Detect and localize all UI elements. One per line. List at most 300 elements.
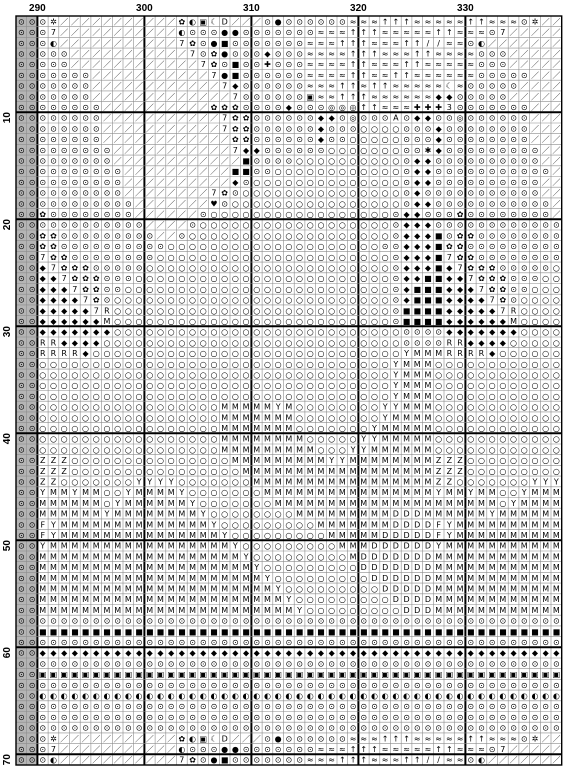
margin-symbol: ⊙ xyxy=(18,189,25,198)
pattern-symbol: ○ xyxy=(221,274,228,283)
pattern-symbol: ⊙ xyxy=(296,82,303,91)
pattern-symbol: ◆ xyxy=(468,306,475,315)
pattern-symbol: ／ xyxy=(124,756,132,765)
pattern-symbol: ⊙ xyxy=(457,103,464,112)
pattern-symbol: M xyxy=(499,510,506,519)
pattern-symbol: ○ xyxy=(136,403,143,412)
pattern-symbol: ⊙ xyxy=(542,724,549,733)
pattern-symbol: M xyxy=(499,542,506,551)
pattern-symbol: ○ xyxy=(285,210,292,219)
pattern-symbol: ／ xyxy=(156,210,164,219)
pattern-symbol: ／ xyxy=(552,49,560,58)
pattern-symbol: ▣ xyxy=(306,670,314,679)
pattern-symbol: ⊙ xyxy=(243,178,250,187)
pattern-symbol: ⊙ xyxy=(50,146,57,155)
pattern-symbol: ≈ xyxy=(457,49,464,58)
margin-symbol: ⊙ xyxy=(29,510,36,519)
pattern-symbol: ○ xyxy=(499,499,506,508)
pattern-symbol: ○ xyxy=(317,167,324,176)
pattern-symbol: ○ xyxy=(531,296,538,305)
pattern-symbol: ⊙ xyxy=(382,659,389,668)
pattern-symbol: ≈ xyxy=(457,39,464,48)
pattern-symbol: M xyxy=(178,499,185,508)
pattern-symbol: ✲ xyxy=(50,17,57,26)
pattern-symbol: ⊙ xyxy=(114,167,121,176)
pattern-symbol: ⊙ xyxy=(510,124,517,133)
pattern-symbol: ⊙ xyxy=(296,92,303,101)
margin-symbol: ⊙ xyxy=(18,456,25,465)
pattern-symbol: ⊙ xyxy=(339,638,346,647)
pattern-symbol: ○ xyxy=(210,424,217,433)
pattern-symbol: M xyxy=(478,520,485,529)
pattern-symbol: ⊙ xyxy=(296,135,303,144)
pattern-symbol: ≈ xyxy=(414,92,421,101)
pattern-symbol: M xyxy=(39,499,46,508)
pattern-symbol: ／ xyxy=(103,28,111,37)
pattern-symbol: ⊙ xyxy=(253,617,260,626)
pattern-symbol: ◐ xyxy=(168,691,175,700)
pattern-symbol: ⊙ xyxy=(414,702,421,711)
pattern-symbol: ◐ xyxy=(39,691,46,700)
pattern-symbol: M xyxy=(499,563,506,572)
pattern-symbol: ◆ xyxy=(446,263,453,272)
pattern-symbol: Z xyxy=(457,456,463,465)
pattern-symbol: ／ xyxy=(520,745,528,754)
pattern-symbol: ○ xyxy=(371,242,378,251)
pattern-symbol: ◆ xyxy=(489,349,496,358)
pattern-symbol: ⊙ xyxy=(232,702,239,711)
pattern-symbol: ○ xyxy=(307,285,314,294)
pattern-symbol: ↑ xyxy=(339,39,346,48)
pattern-symbol: ○ xyxy=(521,456,528,465)
pattern-symbol: ▣ xyxy=(274,670,282,679)
pattern-symbol: ○ xyxy=(264,392,271,401)
pattern-symbol: ≈ xyxy=(318,745,325,754)
pattern-symbol: ○ xyxy=(243,231,250,240)
margin-symbol: ⊙ xyxy=(29,413,36,422)
pattern-symbol: ○ xyxy=(39,392,46,401)
pattern-symbol: ⊙ xyxy=(189,724,196,733)
pattern-symbol: ○ xyxy=(253,189,260,198)
pattern-symbol: ≈ xyxy=(478,745,485,754)
pattern-symbol: ⊙ xyxy=(114,189,121,198)
pattern-symbol: ↑ xyxy=(350,71,357,80)
pattern-symbol: ○ xyxy=(50,392,57,401)
pattern-symbol: ⊙ xyxy=(221,713,228,722)
pattern-symbol: ○ xyxy=(371,156,378,165)
pattern-symbol: ⊙ xyxy=(425,189,432,198)
pattern-symbol: ⊙ xyxy=(243,103,250,112)
pattern-symbol: ／ xyxy=(114,28,122,37)
pattern-symbol: ／ xyxy=(231,17,239,26)
pattern-symbol: ○ xyxy=(168,317,175,326)
pattern-symbol: ／ xyxy=(135,734,143,743)
pattern-symbol: ⊙ xyxy=(71,103,78,112)
margin-symbol: ⊙ xyxy=(18,71,25,80)
pattern-symbol: M xyxy=(82,542,89,551)
pattern-symbol: M xyxy=(296,467,303,476)
pattern-symbol: ⊙ xyxy=(39,199,46,208)
pattern-symbol: ✿ xyxy=(478,263,485,272)
pattern-symbol: ⊙ xyxy=(71,702,78,711)
pattern-symbol: ⊙ xyxy=(285,71,292,80)
pattern-symbol: ⊙ xyxy=(93,724,100,733)
pattern-symbol: D xyxy=(403,606,409,615)
pattern-symbol: ■ xyxy=(71,627,79,636)
pattern-symbol: ⊙ xyxy=(285,638,292,647)
pattern-symbol: ○ xyxy=(499,349,506,358)
pattern-symbol: ○ xyxy=(114,349,121,358)
pattern-symbol: ⊙ xyxy=(489,702,496,711)
pattern-symbol: ◐ xyxy=(424,691,431,700)
pattern-symbol: ／ xyxy=(178,146,186,155)
pattern-symbol: F xyxy=(40,520,45,529)
pattern-symbol: ◆ xyxy=(468,317,475,326)
pattern-symbol: M xyxy=(210,552,217,561)
pattern-symbol: M xyxy=(531,606,538,615)
pattern-symbol: ■ xyxy=(242,156,250,165)
pattern-symbol: ⊙ xyxy=(253,39,260,48)
pattern-symbol: ○ xyxy=(307,584,314,593)
pattern-symbol: M xyxy=(553,563,560,572)
pattern-symbol: ⊙ xyxy=(114,274,121,283)
margin-symbol: ⊙ xyxy=(18,392,25,401)
pattern-symbol: ／ xyxy=(520,60,528,69)
pattern-symbol: ⊙ xyxy=(50,178,57,187)
pattern-symbol: ○ xyxy=(114,435,121,444)
pattern-symbol: ↑ xyxy=(360,28,367,37)
pattern-symbol: ／ xyxy=(92,92,100,101)
pattern-symbol: Y xyxy=(104,510,110,519)
pattern-symbol: ⊙ xyxy=(457,199,464,208)
margin-symbol: ⊙ xyxy=(29,702,36,711)
pattern-symbol: ○ xyxy=(157,403,164,412)
pattern-symbol: ○ xyxy=(317,595,324,604)
pattern-symbol: ⊙ xyxy=(61,221,68,230)
pattern-symbol: ○ xyxy=(317,285,324,294)
pattern-symbol: ◆ xyxy=(211,649,218,658)
pattern-symbol: ⊙ xyxy=(467,39,474,48)
pattern-symbol: ⊙ xyxy=(435,724,442,733)
pattern-symbol: ◐ xyxy=(328,691,335,700)
pattern-symbol: M xyxy=(125,606,132,615)
pattern-symbol: ■ xyxy=(199,627,207,636)
pattern-symbol: ○ xyxy=(360,595,367,604)
pattern-symbol: ✿ xyxy=(93,285,100,294)
pattern-symbol: ⊙ xyxy=(82,659,89,668)
pattern-symbol: ○ xyxy=(125,328,132,337)
pattern-symbol: M xyxy=(61,499,68,508)
pattern-symbol: Y xyxy=(168,477,174,486)
pattern-symbol: M xyxy=(221,606,228,615)
pattern-symbol: ⊙ xyxy=(200,681,207,690)
pattern-symbol: M xyxy=(232,574,239,583)
pattern-symbol: ○ xyxy=(360,338,367,347)
pattern-symbol: M xyxy=(125,574,132,583)
pattern-symbol: ⊙ xyxy=(553,659,560,668)
pattern-symbol: ⊙ xyxy=(211,681,218,690)
pattern-symbol: ⊙ xyxy=(414,638,421,647)
pattern-symbol: ○ xyxy=(264,542,271,551)
pattern-symbol: ■ xyxy=(435,242,443,251)
pattern-symbol: ○ xyxy=(221,285,228,294)
pattern-symbol: D xyxy=(414,520,420,529)
pattern-symbol: ○ xyxy=(221,242,228,251)
pattern-symbol: ■ xyxy=(114,627,122,636)
pattern-symbol: ≈ xyxy=(446,49,453,58)
pattern-symbol: ⊙ xyxy=(499,638,506,647)
pattern-symbol: ○ xyxy=(253,510,260,519)
pattern-symbol: D xyxy=(382,584,388,593)
pattern-symbol: ○ xyxy=(317,274,324,283)
pattern-symbol: ⊙ xyxy=(243,724,250,733)
pattern-symbol: ■ xyxy=(146,627,154,636)
pattern-symbol: ◆ xyxy=(222,649,229,658)
pattern-symbol: ○ xyxy=(328,542,335,551)
pattern-symbol: ⊙ xyxy=(499,82,506,91)
pattern-symbol: M xyxy=(253,606,260,615)
pattern-symbol: ✲ xyxy=(50,734,57,743)
pattern-symbol: ▣ xyxy=(199,17,207,26)
pattern-symbol: M xyxy=(446,584,453,593)
pattern-symbol: ○ xyxy=(553,328,560,337)
pattern-symbol: ◐ xyxy=(553,691,560,700)
pattern-symbol: ⊙ xyxy=(168,638,175,647)
pattern-symbol: ○ xyxy=(210,328,217,337)
pattern-symbol: ○ xyxy=(275,510,282,519)
pattern-symbol: ⊙ xyxy=(392,253,399,262)
pattern-symbol: / xyxy=(427,39,430,48)
pattern-symbol: ⊙ xyxy=(328,135,335,144)
pattern-symbol: ⊙ xyxy=(39,221,46,230)
pattern-symbol: ○ xyxy=(521,477,528,486)
pattern-symbol: ○ xyxy=(210,435,217,444)
pattern-symbol: ／ xyxy=(71,28,79,37)
pattern-symbol: ／ xyxy=(156,146,164,155)
pattern-symbol: ✿ xyxy=(189,39,196,48)
pattern-symbol: ⊙ xyxy=(125,638,132,647)
pattern-symbol: ○ xyxy=(489,392,496,401)
margin-symbol: ⊙ xyxy=(18,638,25,647)
pattern-symbol: ⊙ xyxy=(136,231,143,240)
pattern-symbol: M xyxy=(189,531,196,540)
pattern-symbol: ○ xyxy=(339,338,346,347)
pattern-symbol: ⊙ xyxy=(82,702,89,711)
pattern-symbol: ○ xyxy=(435,403,442,412)
pattern-symbol: ○ xyxy=(328,156,335,165)
pattern-symbol: ⊙ xyxy=(82,146,89,155)
pattern-symbol: M xyxy=(542,520,549,529)
pattern-symbol: ○ xyxy=(478,467,485,476)
pattern-symbol: M xyxy=(414,445,421,454)
pattern-symbol: ▣ xyxy=(114,670,122,679)
pattern-symbol: ○ xyxy=(296,360,303,369)
pattern-symbol: ○ xyxy=(82,467,89,476)
pattern-symbol: ⊙ xyxy=(446,156,453,165)
pattern-symbol: M xyxy=(446,542,453,551)
pattern-symbol: ⊙ xyxy=(146,231,153,240)
pattern-symbol: ／ xyxy=(156,103,164,112)
pattern-symbol: ／ xyxy=(199,82,207,91)
pattern-symbol: ⊙ xyxy=(71,167,78,176)
pattern-symbol: ○ xyxy=(232,242,239,251)
pattern-symbol: ⊙ xyxy=(542,210,549,219)
pattern-symbol: ⊙ xyxy=(457,124,464,133)
pattern-symbol: ⊙ xyxy=(243,617,250,626)
pattern-symbol: ／ xyxy=(103,734,111,743)
pattern-symbol: M xyxy=(360,499,367,508)
pattern-symbol: ／ xyxy=(146,745,154,754)
pattern-symbol: ○ xyxy=(125,349,132,358)
pattern-symbol: ⊙ xyxy=(264,146,271,155)
pattern-symbol: ⊙ xyxy=(542,167,549,176)
pattern-symbol: ○ xyxy=(146,360,153,369)
pattern-symbol: ○ xyxy=(136,370,143,379)
pattern-symbol: M xyxy=(446,563,453,572)
pattern-symbol: ■ xyxy=(221,756,229,765)
pattern-symbol: ◐ xyxy=(125,691,132,700)
pattern-symbol: ✿ xyxy=(467,263,474,272)
pattern-symbol: ⊙ xyxy=(467,92,474,101)
pattern-symbol: ○ xyxy=(264,263,271,272)
pattern-symbol: ○ xyxy=(382,381,389,390)
pattern-symbol: M xyxy=(478,563,485,572)
pattern-symbol: M xyxy=(210,574,217,583)
pattern-symbol: ✚ xyxy=(425,103,432,112)
pattern-symbol: ⊙ xyxy=(467,242,474,251)
pattern-symbol: ○ xyxy=(253,296,260,305)
pattern-symbol: ○ xyxy=(243,274,250,283)
pattern-symbol: M xyxy=(178,542,185,551)
pattern-symbol: ／ xyxy=(510,39,518,48)
pattern-symbol: ◆ xyxy=(275,649,282,658)
pattern-symbol: ／ xyxy=(156,756,164,765)
pattern-symbol: ◆ xyxy=(468,296,475,305)
pattern-symbol: ／ xyxy=(167,199,175,208)
pattern-symbol: M xyxy=(499,574,506,583)
pattern-symbol: ◆ xyxy=(307,649,314,658)
pattern-symbol: ▣ xyxy=(328,670,336,679)
pattern-symbol: ◆ xyxy=(72,338,79,347)
pattern-symbol: ○ xyxy=(350,210,357,219)
pattern-symbol: ✿ xyxy=(478,274,485,283)
pattern-symbol: ○ xyxy=(382,360,389,369)
pattern-symbol: ⊙ xyxy=(510,659,517,668)
pattern-symbol: ⊙ xyxy=(542,659,549,668)
pattern-symbol: ／ xyxy=(178,114,186,123)
pattern-symbol: M xyxy=(136,584,143,593)
pattern-symbol: D xyxy=(371,552,377,561)
pattern-symbol: ⊙ xyxy=(61,71,68,80)
margin-symbol: ⊙ xyxy=(18,317,25,326)
pattern-symbol: ⊙ xyxy=(467,178,474,187)
pattern-symbol: D xyxy=(403,520,409,529)
pattern-symbol: ⊙ xyxy=(510,167,517,176)
pattern-symbol: ／ xyxy=(499,756,507,765)
pattern-symbol: ☾ xyxy=(210,734,217,743)
pattern-symbol: ○ xyxy=(189,231,196,240)
pattern-symbol: ⊙ xyxy=(93,253,100,262)
pattern-symbol: ⊙ xyxy=(489,724,496,733)
pattern-symbol: ⊙ xyxy=(425,135,432,144)
pattern-symbol: M xyxy=(478,488,485,497)
pattern-symbol: ○ xyxy=(531,370,538,379)
pattern-symbol: ⊙ xyxy=(61,681,68,690)
pattern-symbol: ⊙ xyxy=(39,178,46,187)
pattern-symbol: ○ xyxy=(264,499,271,508)
pattern-symbol: ⊙ xyxy=(264,659,271,668)
pattern-symbol: ⊙ xyxy=(157,659,164,668)
pattern-symbol: ○ xyxy=(382,338,389,347)
pattern-symbol: ⊙ xyxy=(499,92,506,101)
pattern-symbol: ▣ xyxy=(199,734,207,743)
pattern-symbol: ○ xyxy=(253,381,260,390)
pattern-symbol: ◆ xyxy=(136,649,143,658)
pattern-symbol: ○ xyxy=(146,349,153,358)
pattern-symbol: ／ xyxy=(103,17,111,26)
pattern-symbol: ⊙ xyxy=(392,285,399,294)
pattern-symbol: ⊙ xyxy=(178,638,185,647)
pattern-symbol: ⊙ xyxy=(264,681,271,690)
pattern-symbol: ○ xyxy=(168,424,175,433)
pattern-symbol: M xyxy=(478,542,485,551)
pattern-symbol: ⊙ xyxy=(50,167,57,176)
pattern-symbol: ⊙ xyxy=(189,745,196,754)
pattern-symbol: ⊙ xyxy=(264,82,271,91)
pattern-symbol: ⊙ xyxy=(178,659,185,668)
pattern-symbol: ／ xyxy=(146,221,154,230)
margin-symbol: ⊙ xyxy=(29,189,36,198)
pattern-symbol: ○ xyxy=(178,296,185,305)
pattern-symbol: ⊙ xyxy=(414,328,421,337)
pattern-symbol: M xyxy=(424,499,431,508)
pattern-symbol: 7 xyxy=(233,92,238,101)
margin-symbol: ⊙ xyxy=(18,103,25,112)
pattern-symbol: M xyxy=(232,424,239,433)
pattern-symbol: M xyxy=(146,531,153,540)
pattern-symbol: ◐ xyxy=(178,745,185,754)
pattern-symbol: ○ xyxy=(371,370,378,379)
pattern-symbol: ◆ xyxy=(189,649,196,658)
pattern-symbol: ⊙ xyxy=(457,135,464,144)
pattern-symbol: ○ xyxy=(510,392,517,401)
pattern-symbol: ／ xyxy=(92,28,100,37)
pattern-symbol: M xyxy=(61,520,68,529)
pattern-symbol: ○ xyxy=(531,360,538,369)
pattern-symbol: ↑ xyxy=(414,60,421,69)
pattern-symbol: ○ xyxy=(232,392,239,401)
pattern-symbol: ■ xyxy=(274,627,282,636)
pattern-symbol: ○ xyxy=(232,253,239,262)
pattern-symbol: M xyxy=(424,392,431,401)
pattern-symbol: ⊙ xyxy=(93,659,100,668)
pattern-symbol: ■ xyxy=(242,167,250,176)
pattern-symbol: ○ xyxy=(446,403,453,412)
pattern-symbol: ▣ xyxy=(510,670,518,679)
pattern-symbol: ／ xyxy=(531,71,539,80)
pattern-symbol: M xyxy=(296,456,303,465)
pattern-symbol: ○ xyxy=(489,477,496,486)
pattern-symbol: ◐ xyxy=(478,691,485,700)
pattern-symbol: M xyxy=(200,563,207,572)
pattern-symbol: M xyxy=(189,584,196,593)
pattern-symbol: ≈ xyxy=(467,49,474,58)
pattern-symbol: ◆ xyxy=(40,317,47,326)
pattern-symbol: ○ xyxy=(285,370,292,379)
pattern-symbol: ○ xyxy=(285,199,292,208)
pattern-symbol: ⊙ xyxy=(499,49,506,58)
pattern-symbol: ○ xyxy=(61,477,68,486)
